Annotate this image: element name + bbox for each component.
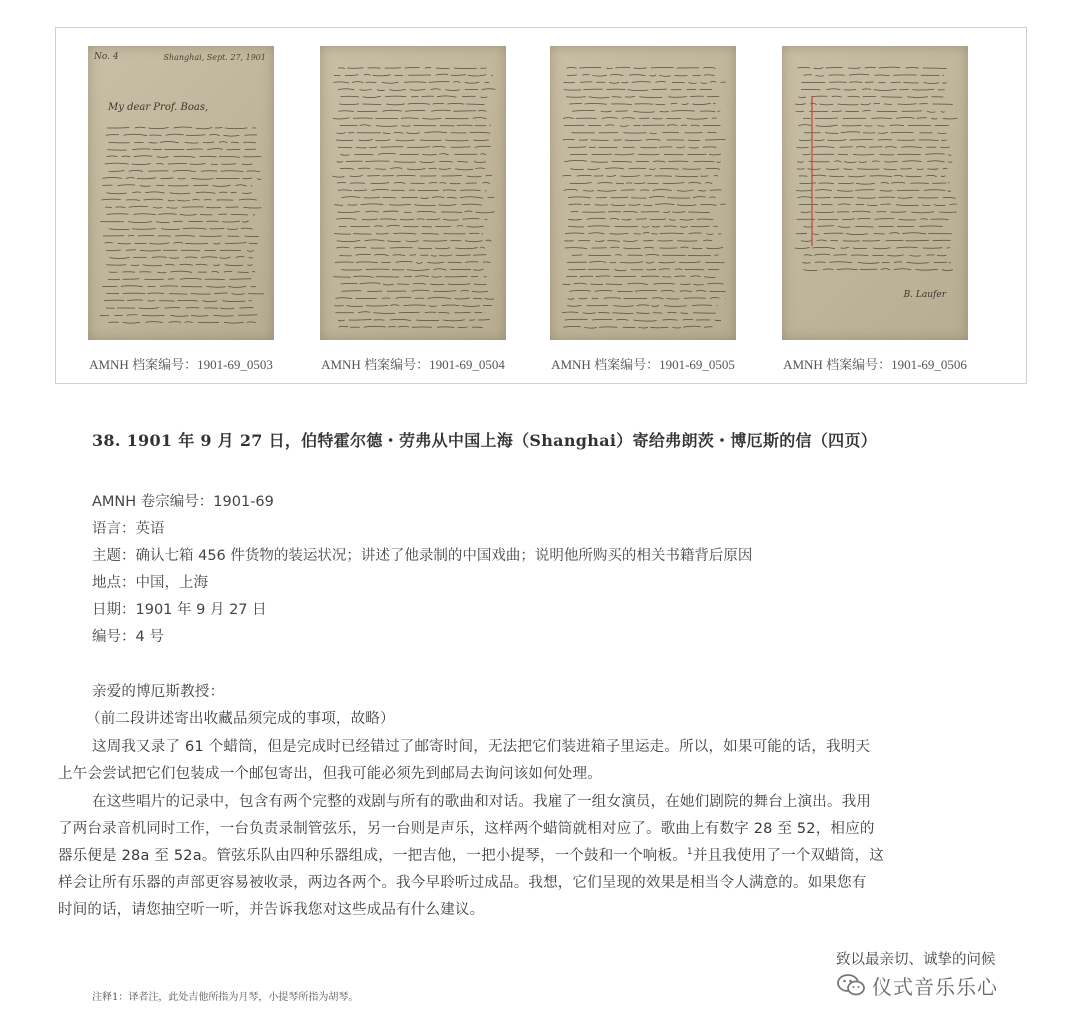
handwriting-lines	[88, 46, 274, 340]
letter-date-handwritten: Shanghai, Sept. 27, 1901	[163, 53, 266, 62]
paragraph-2-line-3-text-b: 并且我使用了一个双蜡筒，这	[692, 848, 884, 864]
wechat-watermark	[836, 968, 998, 1002]
wechat-icon	[836, 972, 866, 998]
paragraph-2-line-4: 样会让所有乐器的声部更容易被收录，两边各两个。我今早聆听过成品。我想，它们呈现的效果是相当令人满意的。如果您有	[58, 875, 867, 891]
letter-number-handwritten: No. 4	[94, 52, 119, 62]
image-caption-1: AMNH 档案编号：1901-69_0503	[89, 357, 273, 372]
letter-scan-gallery	[55, 27, 1027, 384]
letter-page-3-image	[550, 46, 736, 340]
meta-date: 日期：1901 年 9 月 27 日	[92, 602, 267, 618]
meta-folder-number: AMNH 卷宗编号：1901-69	[92, 494, 274, 510]
letter-page-2-image	[320, 46, 506, 340]
paragraph-2-line-2: 了两台录音机同时工作，一台负责录制管弦乐，另一台则是声乐，这样两个蜡筒就相对应了。歌曲上有数字 28 至 52，相应的	[58, 821, 875, 837]
paragraph-2-line-3	[58, 844, 884, 865]
handwriting-lines	[550, 46, 736, 340]
letter-salutation-handwritten: My dear Prof. Boas,	[108, 102, 209, 113]
letter-page-4-image	[782, 46, 968, 340]
image-caption-2: AMNH 档案编号：1901-69_0504	[321, 357, 505, 372]
image-caption-3: AMNH 档案编号：1901-69_0505	[551, 357, 735, 372]
paragraph-2-line-3-text-a: 器乐便是 28a 至 52a。管弦乐队由四种乐器组成，一把吉他，一把小提琴，一个鼓和一个响板。	[58, 848, 687, 864]
paragraph-1-line-1: 这周我又录了 61 个蜡筒，但是完成时已经错过了邮寄时间，无法把它们装进箱子里运走。所以，如果可能的话，我明天	[92, 739, 871, 755]
letter-signature-handwritten: B. Laufer	[903, 290, 946, 300]
letter-page-1-image	[88, 46, 274, 340]
paragraph-2-line-1: 在这些唱片的记录中，包含有两个完整的戏剧与所有的歌曲和对话。我雇了一组女演员，在她们剧院的舞台上演出。我用	[92, 794, 872, 810]
meta-language: 语言：英语	[92, 521, 165, 537]
paragraph-1-line-2: 上午会尝试把它们包装成一个邮包寄出，但我可能必须先到邮局去询问该如何处理。	[58, 766, 602, 782]
entry-title: 38. 1901 年 9 月 27 日，伯特霍尔德・劳弗从中国上海（Shanghai）寄给弗朗茨・博厄斯的信（四页）	[92, 431, 878, 450]
footnote-marker: 1	[686, 847, 693, 857]
letter-closing: 致以最亲切、诚挚的问候	[836, 952, 996, 968]
meta-subject: 主题：确认七箱 456 件货物的装运状况；讲述了他录制的中国戏曲；说明他所购买的相关书籍背后原因	[92, 548, 753, 564]
paragraph-2-line-5: 时间的话，请您抽空听一听，并告诉我您对这些成品有什么建议。	[58, 902, 485, 918]
watermark-text: 仪式音乐乐心	[872, 974, 998, 999]
footnote-1: 注释1：译者注，此处吉他所指为月琴，小提琴所指为胡琴。	[92, 992, 359, 1003]
meta-number: 编号：4 号	[92, 629, 164, 645]
handwriting-lines	[320, 46, 506, 340]
letter-salutation: 亲爱的博厄斯教授：	[92, 684, 225, 700]
meta-place: 地点：中国，上海	[92, 575, 208, 591]
letter-omission-note: （前二段讲述寄出收藏品须完成的事项，故略）	[86, 711, 395, 727]
image-caption-4: AMNH 档案编号：1901-69_0506	[783, 357, 967, 372]
